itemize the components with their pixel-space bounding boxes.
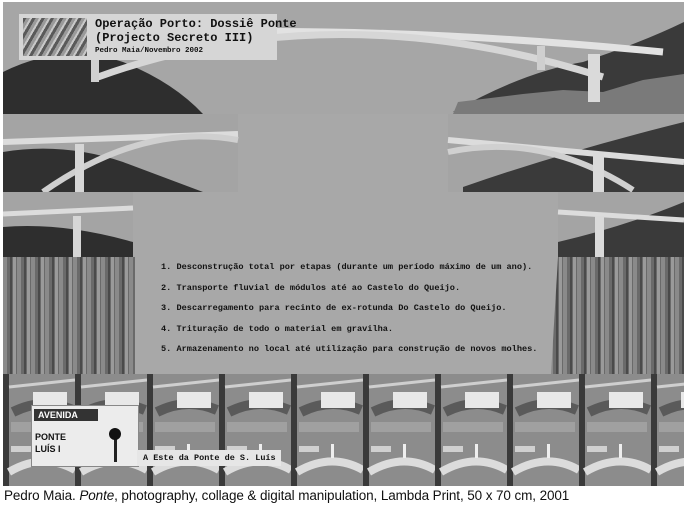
title-subtitle: (Projecto Secreto III) (95, 31, 254, 45)
title-block (19, 14, 297, 60)
title-credit: Pedro Maia/Novembro 2002 (95, 47, 204, 55)
step-item: 2. Transporte fluvial de módulos até ao Castelo do Queijo. (161, 282, 461, 293)
caption-details: , photography, collage & digital manipulation, Lambda Print, 50 x 70 cm, 2001 (114, 488, 570, 503)
sign-luis: LUÍS I (35, 444, 61, 454)
sign-avenida: AVENIDA (34, 409, 98, 421)
step-item: 1. Desconstrução total por etapas (durante um período máximo de um ano). (161, 262, 533, 272)
photo-caption: A Este da Ponte de S. Luís (137, 450, 281, 466)
steps-list (161, 262, 537, 365)
figure-caption (4, 488, 569, 503)
title-main: Operação Porto: Dossiê Ponte (95, 17, 297, 31)
collage-artwork (3, 2, 684, 486)
street-sign-card (31, 405, 139, 467)
caption-artist: Pedro Maia. (4, 488, 80, 503)
caption-work-title: Ponte (79, 488, 115, 503)
step-item: 4. Trituração de todo o material em gravilha. (161, 323, 394, 334)
map-pin-head-icon (109, 428, 121, 440)
sign-ponte: PONTE (35, 432, 67, 442)
step-item: 5. Armazenamento no local até utilização para construção de novos molhes. (161, 344, 538, 354)
step-item: 3. Descarregamento para recinto de ex-rotunda Do Castelo do Queijo. (161, 303, 507, 313)
title-thumbnail (23, 18, 87, 56)
